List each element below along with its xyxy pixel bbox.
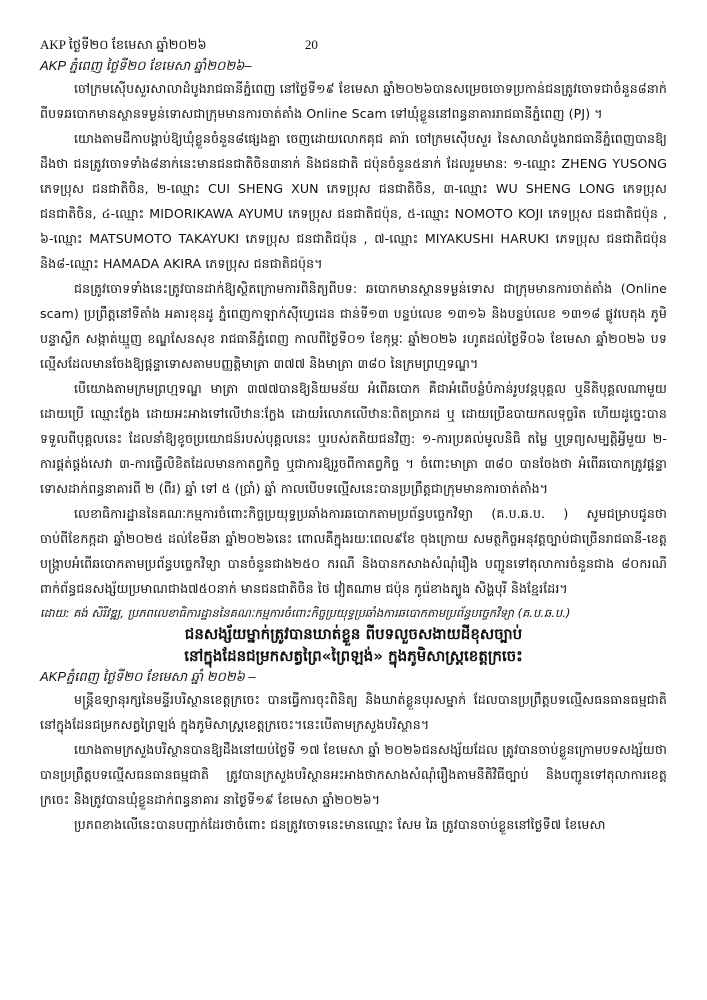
article-paragraph: បើយោងតាមក្រមព្រហ្មទណ្ឌ មាត្រា ៣៧៧បានឱ្យនិយមន័យ អំពើឆបោក គឺជាអំពើបន្លំបំភាន់រូបវន្តបុគ្គល ឬនីតិបុគ្គលណាមួយ ដោយប្រើ ឈ្មោះក្លែង ដោយអះអាងទៅលើឋានៈក្លែង ដោយរំលោភលើឋានៈពិតប្រាកដ ឬ ដោយប្រើឧបាយកលទុច្ចរិត ហើយដូច្នេះបានទទួលពីបុគ្គលនេះ ដែលនាំឱ្យខូចប្រយោជន៍របស់បុគ្គលនេះ ឬរបស់តតិយជនវិញ: ១-ការប្រគល់មូលនិធិ តម្លៃ ឬទ្រព្យសម្បត្តិអ្វីមួយ ២-ការផ្គត់ផ្គង់សេវា ៣-ការធ្វើលិខិតដែលមានកាតព្វកិច្ច ឬជាការឱ្យរួចពីកាតព្វកិច្ច ។ ចំពោះមាត្រា ៣៨០ បានចែងថា អំពើឆបោកត្រូវផ្តន្ទាទោសដាក់ពន្ធនាគារពី ២ (ពីរ) ឆ្នាំ ទៅ ៥ (ប្រាំ) ឆ្នាំ កាលបើបទល្មើសនេះបានប្រព្រឹត្តជាក្រុមមានការចាត់តាំង។ xyxy=(40,381,667,496)
article-dateline: AKP ភ្នំពេញ ថ្ងៃទី២០ ខែមេសា ឆ្នាំ២០២៦– xyxy=(40,58,252,73)
page-number: 20 xyxy=(304,37,318,52)
article-headline: នៅក្នុងដែនជម្រកសត្វព្រៃ«ព្រៃឡង់» ក្នុងភូមិសាស្ត្រខេត្តក្រចេះ xyxy=(184,647,523,665)
article-paragraph: យោងតាមក្រសួងបរិស្ថានបានឱ្យដឹងនៅយប់ថ្ងៃទី ១៧ ខែមេសា ឆ្នាំ ២០២៦ជនសង្ស័យដែល ត្រូវបានចាប់ខ្លួនក្រោមបទសង្ស័យថាបានប្រព្រឹត្តបទល្មើសធនធានធម្មជាតិ ត្រូវបានក្រសួងបរិស្ថានអះអាងថាកសាងសំណុំរឿងតាមនីតិវិធីច្បាប់ និងបញ្ជូនទៅតុលាការខេត្តក្រចេះ និងត្រូវបានឃុំខ្លួនដាក់ពន្ធនាគារ នាថ្ងៃទី១៩ ខែមេសា ឆ្នាំ២០២៦។ xyxy=(40,742,667,807)
article-paragraph: មន្ត្រីឧទ្យានុរក្សនៃមន្ទីរបរិស្ថានខេត្តក្រចេះ បានធ្វើការចុះពិនិត្យ និងឃាត់ខ្លួនបុរសម្នាក់ ដែលបានប្រព្រឹត្តបទល្មើសធនធានធម្មជាតិ នៅក្នុងដែនជម្រកសត្វព្រៃឡង់ ក្នុងភូមិសាស្ត្រខេត្តក្រចេះ។នេះបើតាមក្រសួងបរិស្ថាន។ xyxy=(40,692,667,732)
article-paragraph: ជនត្រូវចោទទាំងនេះត្រូវបានដាក់ឱ្យស្ថិតក្រោមការពិនិត្យពីបទ: ឆបោកមានស្ថានទម្ងន់ទោស ជាក្រុមមានការចាត់តាំង (Online scam) ប្រព្រឹត្តនៅទីតាំង អគារខុនដូ ភ្នំពេញកាឡាក់ស៊ីហ្វេដេន ជាន់ទី១៣ បន្ទប់លេខ ១៣១៦ និងបន្ទប់លេខ ១៣១៨ ផ្លូវបេតុង ភូមិបន្ទាស្លឹក សង្កាត់ឃ្មួញ ខណ្ឌសែនសុខ រាជធានីភ្នំពេញ កាលពីថ្ងៃទី០១ ខែកុម្ភៈ ឆ្នាំ២០២៦ រហូតដល់ថ្ងៃទី០៦ ខែមេសា ឆ្នាំ២០២៦ បទល្មើសដែលមានចែងឱ្យផ្តន្ទាទោសតាមបញ្ញត្តិមាត្រា ៣៧៧ និងមាត្រា ៣៨០ នៃក្រមព្រហ្មទណ្ឌ។ xyxy=(40,281,667,371)
article-dateline: AKPភ្នំពេញ ថ្ងៃទី២០ ខែមេសា ឆ្នាំ ២០២៦ – xyxy=(40,669,256,684)
article-headline: ជនសង្ស័យម្នាក់ត្រូវបានឃាត់ខ្លួន ពីបទលួចសងាយដីខុសច្បាប់ xyxy=(184,625,523,643)
article-paragraph: ប្រភពខាងលើនេះបានបញ្ជាក់ដែរថាចំពោះ ជនត្រូវចោទនេះមានឈ្មោះ សែម ឆៃ ត្រូវបានចាប់ខ្លួននៅថ្ងៃទី៧ ខែមេសា xyxy=(74,817,606,832)
article-wildlife-sanctuary xyxy=(40,623,667,837)
article-paragraph: ចៅក្រមស៊ើបសួរសាលាដំបូងរាជធានីភ្នំពេញ នៅថ្ងៃទី១៩ ខែមេសា ឆ្នាំ២០២៦បានសម្រេចចោទប្រកាន់ជនត្រូវចោទជាចំនួន៨នាក់ ពីបទឆបោកមានស្ថានទម្ងន់ទោសជាក្រុមមានការចាត់តាំង Online Scam ទៅឃុំខ្លួននៅពន្ធនាគាររាជធានីភ្នំពេញ (PJ) ។ xyxy=(40,81,667,121)
article-online-scam xyxy=(40,56,667,623)
page-header xyxy=(40,36,667,54)
article-paragraph: លេខាធិការដ្ឋាននៃគណៈកម្មការចំពោះកិច្ចប្រយុទ្ធប្រឆាំងការឆបោកតាមប្រព័ន្ធបច្ចេកវិទ្យា (គ.ប.ឆ.ប. ) សូមជម្រាបជូនថា ចាប់ពីខែកក្កដា ឆ្នាំ២០២៥ ដល់ខែមីនា ឆ្នាំ២០២៦នេះ ពោលគឺក្នុងរយៈពេល៩ខែ ចុងក្រោយ សមត្ថកិច្ចអនុវត្តច្បាប់ជាច្រើនរាជធានី-ខេត្តបង្ក្រាបអំពើឆបោកតាមប្រព័ន្ធបច្ចេកវិទ្យា បានចំនួនជាង២៥០ ករណី និងបានកសាងសំណុំរឿង បញ្ជូនទៅតុលាការចំនួនជាង ៨០ករណី ពាក់ព័ន្ធជនសង្ស័យប្រមាណជាង៧៥០នាក់ មានជនជាតិចិន ថៃ វៀតណាម ជប៉ុន កូរ៉េខាងត្បូង សិង្ហបុរី និងខ្មែរដែរ។ xyxy=(40,506,667,596)
article-byline: ដោយ: គង់ សិរីវឌ្ឍ, ប្រភពលេខាធិការដ្ឋាននៃគណៈកម្មការចំពោះកិច្ចប្រយុទ្ធប្រឆាំងការឆបោកតាមប្រព័ន្ធបច្ចេកវិទ្យា (គ.ប.ឆ.ប.) xyxy=(40,606,571,620)
header-date: AKP ថ្ងៃទី២០ ខែមេសា ឆ្នាំ២០២៦ xyxy=(40,37,207,52)
article-paragraph: យោងតាមដីកាបង្គាប់ឱ្យឃុំខ្លួនចំនួន៨ផ្សេងគ្នា ចេញដោយលោកគុជ គារ៉ា ចៅក្រមស៊ើបសួរ នៃសាលាដំបូងរាជធានីភ្នំពេញបានឱ្យដឹងថា ជនត្រូវចោទទាំង៨នាក់នេះមានជនជាតិចិន៣នាក់ និងជនជាតិ ជប៉ុនចំនួន៥នាក់ ដែលរួមមាន: ១-ឈ្មោះ ZHENG YUSONG ភេទប្រុស ជនជាតិចិន, ២-ឈ្មោះ CUI SHENG XUN ភេទប្រុស ជនជាតិចិន, ៣-ឈ្មោះ WU SHENG LONG ភេទប្រុស ជនជាតិចិន, ៤-ឈ្មោះ MIDORIKAWA AYUMU ភេទប្រុស ជនជាតិជប៉ុន, ៥-ឈ្មោះ NOMOTO KOJI ភេទប្រុស ជនជាតិជប៉ុន , ៦-ឈ្មោះ MATSUMOTO TAKAYUKI ភេទប្រុស ជនជាតិជប៉ុន , ៧-ឈ្មោះ MIYAKUSHI HARUKI ភេទប្រុស ជនជាតិជប៉ុន និង៨-ឈ្មោះ HAMADA AKIRA ភេទប្រុស ជនជាតិជប៉ុន។ xyxy=(40,131,667,271)
